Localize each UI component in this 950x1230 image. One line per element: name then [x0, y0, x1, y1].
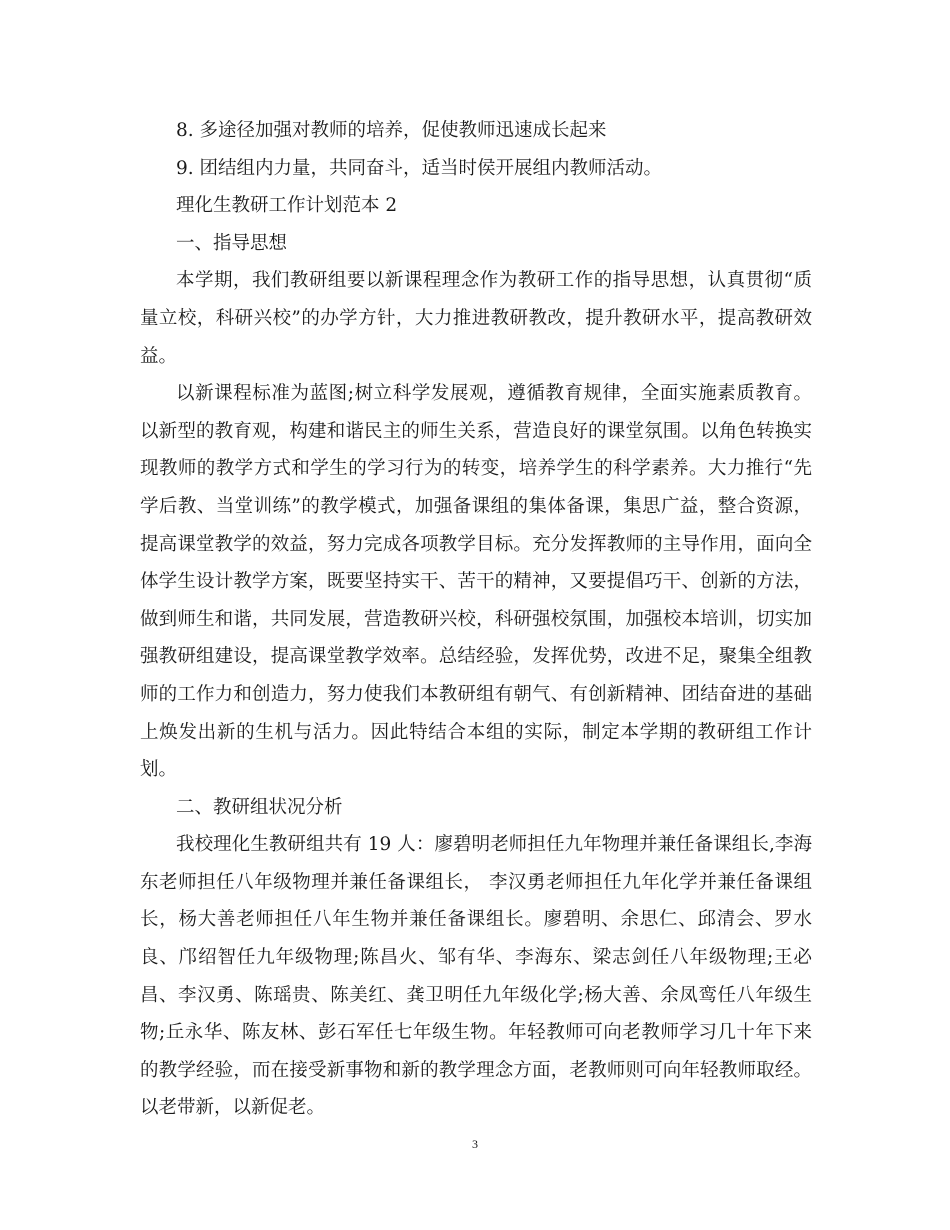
text-line: 学后教、当堂训练”的教学模式，加强备课组的集体备课，集思广益，整合资源， — [140, 495, 812, 517]
text-line: 以新课程标准为蓝图;树立科学发展观，遵循教育规律，全面实施素质教育。 — [176, 383, 812, 405]
text-line: 划。 — [140, 759, 178, 781]
page-number: 3 — [472, 1137, 478, 1151]
text-line: 理化生教研工作计划范本 2 — [176, 195, 398, 217]
text-line: 以新型的教育观，构建和谐民主的师生关系，营造良好的课堂氛围。以角色转换实 — [140, 420, 812, 442]
text-line: 良、邝绍智任九年级物理;陈昌火、邹有华、李海东、梁志剑任八年级物理;王必 — [140, 947, 812, 969]
text-line: 量立校，科研兴校”的办学方针，大力推进教研教改，提升教研水平，提高教研效 — [140, 307, 812, 329]
text-line: 做到师生和谐，共同发展，营造教研兴校，科研强校氛围，加强校本培训，切实加 — [140, 608, 812, 630]
text-line: 昌、李汉勇、陈瑶贵、陈美红、龚卫明任九年级化学;杨大善、余凤鸾任八年级生 — [140, 984, 812, 1006]
text-line: 上焕发出新的生机与活力。因此特结合本组的实际，制定本学期的教研组工作计 — [140, 721, 812, 743]
text-line: 益。 — [140, 345, 178, 367]
text-line: 我校理化生教研组共有 19 人：廖碧明老师担任九年物理并兼任备课组长,李海 — [176, 834, 812, 856]
text-line: 体学生设计教学方案，既要坚持实干、苦干的精神，又要提倡巧干、创新的方法， — [140, 571, 812, 593]
text-line: 师的工作力和创造力，努力使我们本教研组有朝气、有创新精神、团结奋进的基础 — [140, 683, 812, 705]
document-body — [140, 112, 812, 1127]
text-line: 二、教研组状况分析 — [176, 796, 343, 818]
text-line: 8. 多途径加强对教师的培养，促使教师迅速成长起来 — [176, 120, 607, 141]
text-line: 的教学经验，而在接受新事物和新的教学理念方面，老教师则可向年轻教师取经。 — [140, 1059, 812, 1081]
text-line: 现教师的教学方式和学生的学习行为的转变，培养学生的科学素养。大力推行“先 — [140, 458, 812, 480]
text-line: 9. 团结组内力量，共同奋斗，适当时侯开展组内教师活动。 — [176, 157, 663, 179]
text-line: 以老带新，以新促老。 — [140, 1097, 326, 1119]
text-line: 提高课堂教学的效益，努力完成各项教学目标。充分发挥教师的主导作用，面向全 — [140, 533, 812, 555]
text-line: 一、指导思想 — [176, 232, 288, 254]
text-line: 长，杨大善老师担任八年生物并兼任备课组长。廖碧明、余思仁、邱清会、罗水 — [140, 909, 812, 931]
text-line: 物;丘永华、陈友林、彭石军任七年级生物。年轻教师可向老教师学习几十年下来 — [140, 1022, 812, 1044]
text-line: 本学期，我们教研组要以新课程理念作为教研工作的指导思想，认真贯彻“质 — [176, 270, 812, 292]
text-line: 强教研组建设，提高课堂教学效率。总结经验，发挥优势，改进不足，聚集全组教 — [140, 646, 812, 668]
text-line: 东老师担任八年级物理并兼任备课组长， 李汉勇老师担任九年化学并兼任备课组 — [140, 871, 812, 893]
